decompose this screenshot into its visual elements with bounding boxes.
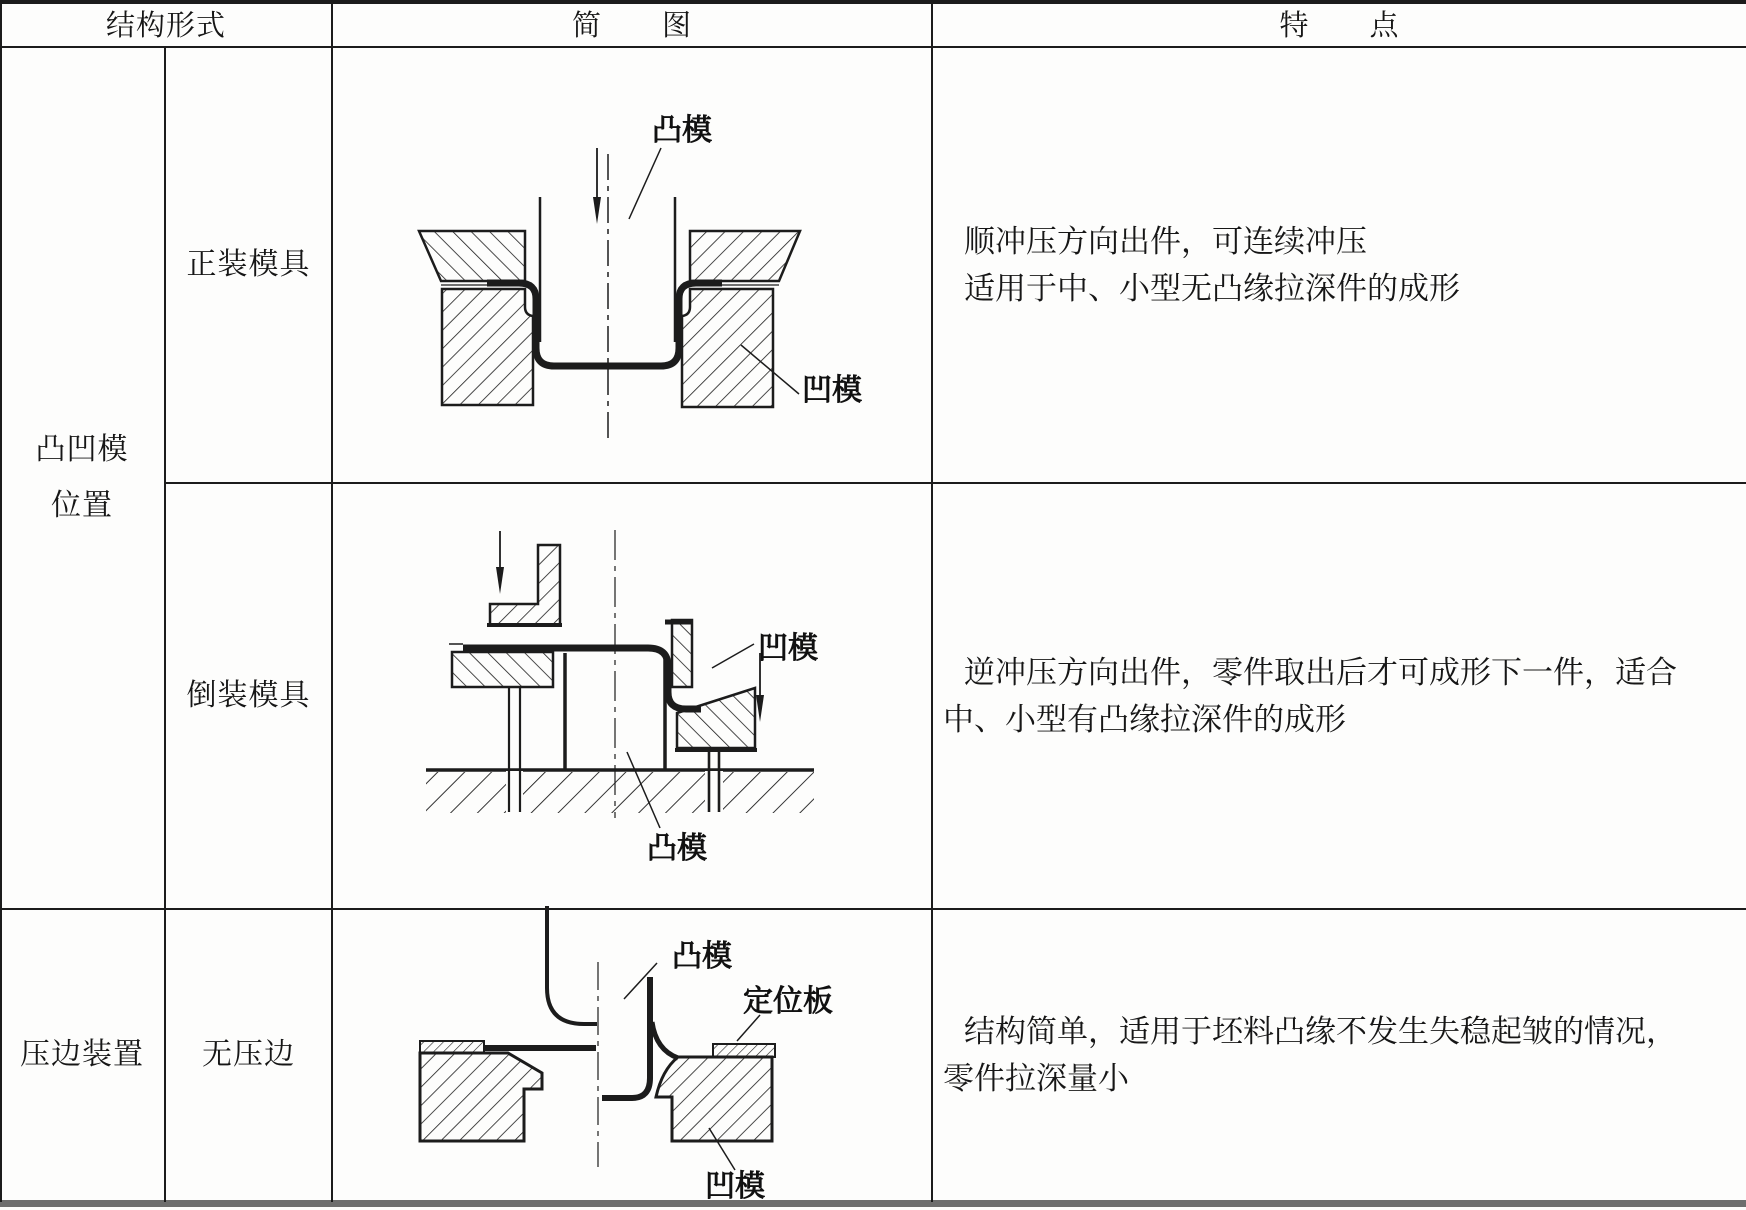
feature-text: 中、小型有凸缘拉深件的成形 [943, 702, 1346, 737]
group-punch-die-position-line2: 位置 [51, 489, 113, 522]
arrow-head-icon [496, 567, 504, 594]
feature-text: 逆冲压方向出件，零件取出后才可成形下一件，适合 [964, 655, 1677, 690]
type-no-blank-holder-label: 无压边 [202, 1038, 295, 1071]
locating-plate-right [713, 1044, 775, 1057]
type-no-blank-holder-cell [166, 910, 331, 1200]
locating-plate-left [420, 1041, 484, 1053]
features-no-blank-holder [933, 910, 1746, 1200]
header-diagram-cell [333, 0, 931, 46]
features-upright-die [933, 48, 1746, 482]
die-block-right [682, 289, 773, 407]
group-punch-die-position-cell [0, 48, 164, 908]
feature-text: 顺冲压方向出件，可连续冲压 [964, 224, 1367, 259]
punch-left-profile [547, 906, 597, 1024]
punch-right-wall-and-sheet [602, 977, 650, 1098]
locating-plate-label: 定位板 [743, 985, 833, 1018]
holder-block-left [452, 652, 553, 687]
arrow-head-icon [593, 197, 601, 224]
feature-text: 零件拉深量小 [943, 1061, 1129, 1096]
sheet-over-die-radius [652, 1022, 678, 1058]
punch-label: 凸模 [652, 114, 712, 147]
feature-text: 结构简单，适用于坯料凸缘不发生失稳起皱的情况， [964, 1014, 1677, 1049]
diagram-no-blank-holder [332, 900, 932, 1203]
features-inverted-die [933, 484, 1746, 908]
die-block-right [677, 688, 755, 748]
type-upright-die-label: 正装模具 [186, 248, 311, 281]
group-blank-holder-cell [0, 910, 164, 1200]
holder-block-right [690, 231, 800, 281]
diagram-upright-die [332, 48, 932, 483]
type-upright-die-cell [166, 48, 331, 482]
die-block-right [656, 1057, 772, 1141]
header-structure-label: 结构形式 [105, 9, 226, 42]
base-plate-hatch [426, 772, 814, 813]
leader-line [712, 644, 754, 668]
group-punch-die-position-line1: 凸凹模 [35, 433, 129, 466]
die-block-left [442, 289, 533, 405]
arrow-head-icon [756, 695, 764, 722]
die-label: 凹模 [802, 374, 862, 407]
feature-text: 适用于中、小型无凸缘拉深件的成形 [964, 271, 1460, 306]
header-features-label: 特 点 [1279, 9, 1400, 42]
group-blank-holder-label: 压边装置 [20, 1038, 144, 1071]
header-features-cell [933, 0, 1746, 46]
die-label: 凹模 [705, 1170, 765, 1203]
header-structure-cell [0, 0, 332, 46]
type-inverted-die-cell [166, 484, 331, 908]
die-block-left [420, 1053, 542, 1141]
type-inverted-die-label: 倒装模具 [186, 679, 311, 712]
die-bar-right [672, 620, 692, 687]
diagram-inverted-die [332, 483, 932, 913]
leader-line [629, 148, 661, 219]
punch-label: 凸模 [647, 832, 707, 865]
die-label: 凹模 [758, 632, 818, 665]
header-diagram-label: 简 图 [571, 9, 692, 42]
leader-line [737, 1015, 760, 1041]
punch-label: 凸模 [672, 940, 732, 973]
holder-block-left [419, 231, 525, 281]
